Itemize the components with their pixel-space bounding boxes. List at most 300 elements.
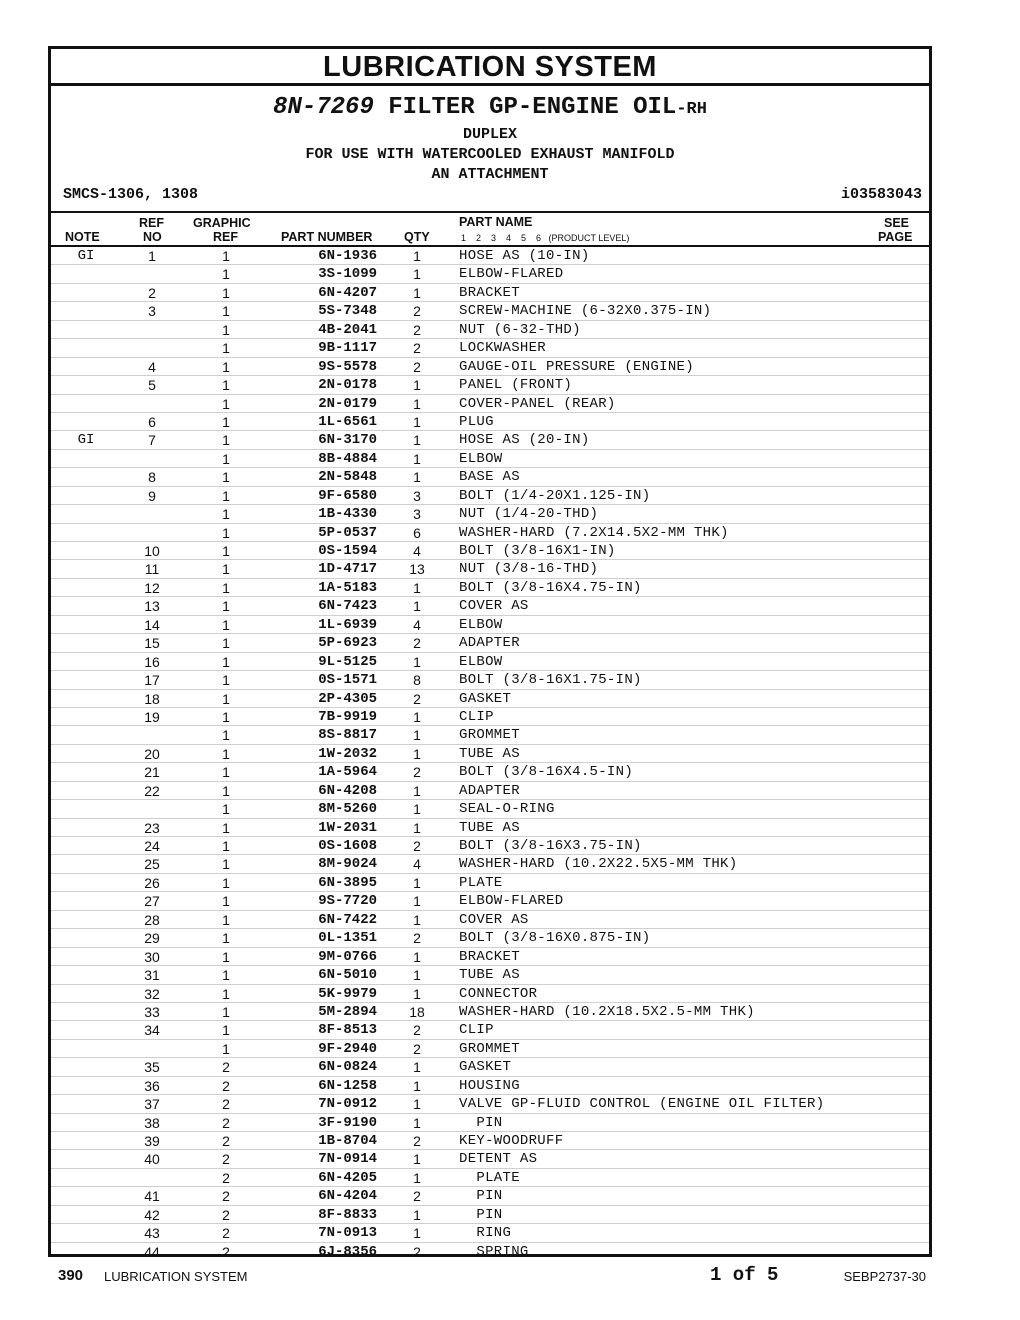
ref-no-cell: 36 <box>144 1077 160 1094</box>
part-name-cell: GASKET <box>459 1059 512 1076</box>
qty-cell: 1 <box>413 1114 421 1131</box>
parts-row <box>51 855 929 873</box>
ref-no-cell: 43 <box>144 1225 160 1242</box>
graphic-ref-cell: 2 <box>222 1188 230 1205</box>
qty-cell: 1 <box>413 745 421 762</box>
part-name-cell: RING <box>459 1225 512 1242</box>
ref-no-cell: 2 <box>148 284 156 301</box>
graphic-ref-cell: 2 <box>222 1133 230 1149</box>
ref-no-cell: 9 <box>148 487 156 504</box>
part-number-cell: 6N-4205 <box>318 1169 377 1186</box>
part-name-cell: BRACKET <box>459 948 520 965</box>
part-number-cell: 6N-5010 <box>318 967 377 984</box>
part-number-cell: 6N-3170 <box>318 432 377 449</box>
qty-cell: 4 <box>413 856 421 873</box>
qty-cell: 2 <box>413 321 421 338</box>
part-name-cell: BOLT (3/8-16X4.5-IN) <box>459 764 634 781</box>
graphic-ref-cell: 2 <box>222 1114 230 1131</box>
ref-no-cell: 7 <box>148 432 156 449</box>
ref-no-cell: 33 <box>144 1003 160 1020</box>
part-name-cell: BOLT (3/8-16X3.75-IN) <box>459 838 642 854</box>
qty-cell: 1 <box>413 248 421 264</box>
ref-no-cell: 20 <box>144 745 160 762</box>
col-ref-bottom: NO <box>143 230 162 244</box>
qty-cell: 18 <box>409 1003 425 1020</box>
part-name-cell: WASHER-HARD (10.2X18.5X2.5-MM THK) <box>459 1003 755 1020</box>
part-number-cell: 0L-1351 <box>318 930 377 947</box>
part-name-cell: NUT (3/8-16-THD) <box>459 561 599 578</box>
parts-row <box>51 1114 929 1132</box>
part-name-cell: ELBOW-FLARED <box>459 893 564 910</box>
group-part-number: 8N-7269 <box>273 94 374 121</box>
parts-row <box>51 1150 929 1168</box>
part-number-cell: 1A-5964 <box>318 764 377 781</box>
part-number-cell: 5M-2894 <box>318 1003 377 1020</box>
ref-no-cell: 8 <box>148 469 156 486</box>
graphic-ref-cell: 1 <box>222 745 230 762</box>
part-number-cell: 9F-2940 <box>318 1040 377 1057</box>
ref-no-cell: 4 <box>148 358 156 375</box>
parts-row <box>51 745 929 763</box>
graphic-ref-cell: 2 <box>222 1077 230 1094</box>
part-name-cell: SCREW-MACHINE (6-32X0.375-IN) <box>459 303 712 320</box>
ref-no-cell: 35 <box>144 1059 160 1076</box>
part-number-cell: 1W-2032 <box>318 745 377 762</box>
parts-row <box>51 431 929 449</box>
qty-cell: 1 <box>413 782 421 799</box>
parts-row <box>51 1040 929 1058</box>
part-name-cell: CLIP <box>459 1022 494 1039</box>
parts-row <box>51 763 929 781</box>
parts-row <box>51 708 929 726</box>
ref-no-cell: 21 <box>144 764 160 781</box>
part-number-cell: 7N-0913 <box>318 1225 377 1242</box>
part-name-cell: ELBOW-FLARED <box>459 266 564 283</box>
graphic-ref-cell: 1 <box>222 248 230 264</box>
graphic-ref-cell: 1 <box>222 598 230 615</box>
graphic-ref-cell: 1 <box>222 1022 230 1039</box>
graphic-ref-cell: 2 <box>222 1096 230 1113</box>
parts-row <box>51 1169 929 1187</box>
part-name-cell: ELBOW <box>459 653 503 670</box>
part-number-cell: 3F-9190 <box>318 1114 377 1131</box>
ref-no-cell: 12 <box>144 579 160 596</box>
qty-cell: 1 <box>413 284 421 301</box>
part-name-cell: COVER AS <box>459 598 529 615</box>
ref-no-cell: 24 <box>144 838 160 854</box>
page-footer <box>0 1262 1020 1292</box>
graphic-ref-cell: 1 <box>222 967 230 984</box>
qty-cell: 1 <box>413 1169 421 1186</box>
col-ref-top: REF <box>139 216 164 230</box>
part-name-cell: ADAPTER <box>459 635 520 652</box>
part-number-cell: 1D-4717 <box>318 561 377 578</box>
part-name-cell: PIN <box>459 1188 503 1205</box>
qty-cell: 1 <box>413 579 421 596</box>
footer-section: LUBRICATION SYSTEM <box>104 1269 248 1284</box>
parts-row <box>51 690 929 708</box>
ref-no-cell: 3 <box>148 303 156 320</box>
graphic-ref-cell: 2 <box>222 1225 230 1242</box>
ref-no-cell: 30 <box>144 948 160 965</box>
parts-row <box>51 1132 929 1150</box>
ref-no-cell: 18 <box>144 690 160 707</box>
graphic-ref-cell: 1 <box>222 1040 230 1057</box>
part-number-cell: 1L-6561 <box>318 413 377 430</box>
graphic-ref-cell: 1 <box>222 413 230 430</box>
graphic-ref-cell: 2 <box>222 1206 230 1223</box>
section-title: LUBRICATION SYSTEM <box>51 49 929 86</box>
qty-cell: 2 <box>413 1022 421 1039</box>
part-number-cell: 4B-2041 <box>318 321 377 338</box>
graphic-ref-cell: 1 <box>222 561 230 578</box>
col-see-top: SEE <box>884 216 910 230</box>
parts-row <box>51 284 929 302</box>
part-number-cell: 6N-4207 <box>318 284 377 301</box>
part-number-cell: 9S-7720 <box>318 893 377 910</box>
ref-no-cell: 34 <box>144 1022 160 1039</box>
parts-row <box>51 616 929 634</box>
part-number-cell: 5P-6923 <box>318 635 377 652</box>
group-subtitle-2: FOR USE WITH WATERCOOLED EXHAUST MANIFOLD <box>305 146 675 163</box>
qty-cell: 1 <box>413 377 421 394</box>
part-number-cell: 6N-1258 <box>318 1077 377 1094</box>
part-name-cell: BRACKET <box>459 284 520 301</box>
part-name-cell: CONNECTOR <box>459 985 538 1002</box>
qty-cell: 1 <box>413 727 421 744</box>
graphic-ref-cell: 1 <box>222 1003 230 1020</box>
parts-row <box>51 1021 929 1039</box>
graphic-ref-cell: 1 <box>222 764 230 781</box>
part-number-cell: 9M-0766 <box>318 948 377 965</box>
parts-row <box>51 524 929 542</box>
parts-row <box>51 1243 929 1261</box>
graphic-ref-cell: 1 <box>222 506 230 523</box>
ref-no-cell: 14 <box>144 616 160 633</box>
qty-cell: 13 <box>409 561 425 578</box>
part-name-cell: TUBE AS <box>459 745 520 762</box>
part-name-cell: PLUG <box>459 413 494 430</box>
col-qty: QTY <box>404 230 430 244</box>
part-name-cell: SPRING <box>459 1243 529 1260</box>
qty-cell: 1 <box>413 432 421 449</box>
ref-no-cell: 39 <box>144 1133 160 1149</box>
ref-no-cell: 5 <box>148 377 156 394</box>
part-name-cell: COVER-PANEL (REAR) <box>459 395 616 412</box>
graphic-ref-cell: 1 <box>222 524 230 541</box>
part-number-cell: 8B-4884 <box>318 450 377 467</box>
part-name-cell: SEAL-O-RING <box>459 801 555 818</box>
ref-no-cell: 41 <box>144 1188 160 1205</box>
parts-row <box>51 560 929 578</box>
ref-no-cell: 29 <box>144 930 160 947</box>
qty-cell: 1 <box>413 1151 421 1168</box>
part-name-cell: NUT (1/4-20-THD) <box>459 506 599 523</box>
graphic-ref-cell: 1 <box>222 358 230 375</box>
part-number-cell: 8M-5260 <box>318 801 377 818</box>
parts-row <box>51 302 929 320</box>
graphic-ref-cell: 1 <box>222 690 230 707</box>
part-number-cell: 0S-1608 <box>318 838 377 854</box>
part-name-cell: PANEL (FRONT) <box>459 377 573 394</box>
part-number-cell: 8F-8833 <box>318 1206 377 1223</box>
graphic-ref-cell: 1 <box>222 672 230 689</box>
part-name-cell: HOUSING <box>459 1077 520 1094</box>
parts-row <box>51 579 929 597</box>
qty-cell: 1 <box>413 395 421 412</box>
qty-cell: 1 <box>413 413 421 430</box>
qty-cell: 2 <box>413 1243 421 1260</box>
part-number-cell: 1L-6939 <box>318 616 377 633</box>
qty-cell: 1 <box>413 653 421 670</box>
graphic-ref-cell: 1 <box>222 930 230 947</box>
part-name-cell: GASKET <box>459 690 512 707</box>
ref-no-cell: 38 <box>144 1114 160 1131</box>
part-number-cell: 8M-9024 <box>318 856 377 873</box>
qty-cell: 2 <box>413 930 421 947</box>
note-cell: GI <box>77 432 95 449</box>
qty-cell: 1 <box>413 1077 421 1094</box>
ref-no-cell: 13 <box>144 598 160 615</box>
qty-cell: 1 <box>413 893 421 910</box>
part-name-cell: WASHER-HARD (10.2X22.5X5-MM THK) <box>459 856 738 873</box>
part-number-cell: 3S-1099 <box>318 266 377 283</box>
part-name-cell: COVER AS <box>459 911 529 928</box>
graphic-ref-cell: 1 <box>222 819 230 836</box>
parts-row <box>51 653 929 671</box>
parts-row <box>51 1003 929 1021</box>
qty-cell: 8 <box>413 672 421 689</box>
ref-no-cell: 19 <box>144 708 160 725</box>
part-number-cell: 1B-8704 <box>318 1133 377 1149</box>
part-number-cell: 8F-8513 <box>318 1022 377 1039</box>
col-part-name: PART NAME <box>459 215 533 229</box>
part-number-cell: 9F-6580 <box>318 487 377 504</box>
graphic-ref-cell: 1 <box>222 874 230 891</box>
part-name-cell: GROMMET <box>459 727 520 744</box>
part-number-cell: 2N-5848 <box>318 469 377 486</box>
part-name-cell: BASE AS <box>459 469 520 486</box>
col-graphic-bottom: REF <box>213 230 238 244</box>
graphic-ref-cell: 1 <box>222 708 230 725</box>
ref-no-cell: 22 <box>144 782 160 799</box>
parts-row <box>51 395 929 413</box>
part-number-cell: 5S-7348 <box>318 303 377 320</box>
col-note: NOTE <box>65 230 100 244</box>
ref-no-cell: 10 <box>144 543 160 559</box>
part-name-cell: ELBOW <box>459 450 503 467</box>
col-product-level: 1 2 3 4 5 6 (PRODUCT LEVEL) <box>461 233 630 243</box>
parts-row <box>51 542 929 560</box>
part-number-cell: 7N-0914 <box>318 1151 377 1168</box>
part-number-cell: 0S-1594 <box>318 543 377 559</box>
part-name-cell: HOSE AS (20-IN) <box>459 432 590 449</box>
part-name-cell: KEY-WOODRUFF <box>459 1133 564 1149</box>
qty-cell: 1 <box>413 985 421 1002</box>
parts-row <box>51 671 929 689</box>
ref-no-cell: 15 <box>144 635 160 652</box>
ref-no-cell: 17 <box>144 672 160 689</box>
group-name: FILTER GP-ENGINE OIL <box>388 94 677 121</box>
parts-row <box>51 413 929 431</box>
parts-row <box>51 634 929 652</box>
parts-row <box>51 966 929 984</box>
part-name-cell: PIN <box>459 1114 503 1131</box>
part-number-cell: 7B-9919 <box>318 708 377 725</box>
ref-no-cell: 27 <box>144 893 160 910</box>
parts-row <box>51 339 929 357</box>
part-name-cell: LOCKWASHER <box>459 340 547 357</box>
qty-cell: 2 <box>413 690 421 707</box>
graphic-ref-cell: 1 <box>222 653 230 670</box>
part-name-cell: BOLT (3/8-16X1-IN) <box>459 543 616 559</box>
part-number-cell: 6N-0824 <box>318 1059 377 1076</box>
part-name-cell: BOLT (3/8-16X1.75-IN) <box>459 672 642 689</box>
part-number-cell: 8S-8817 <box>318 727 377 744</box>
graphic-ref-cell: 1 <box>222 911 230 928</box>
parts-row <box>51 1224 929 1242</box>
graphic-ref-cell: 1 <box>222 266 230 283</box>
part-number-cell: 0S-1571 <box>318 672 377 689</box>
graphic-ref-cell: 1 <box>222 801 230 818</box>
part-name-cell: TUBE AS <box>459 967 520 984</box>
qty-cell: 1 <box>413 801 421 818</box>
parts-row <box>51 358 929 376</box>
qty-cell: 1 <box>413 1096 421 1113</box>
parts-row <box>51 929 929 947</box>
footer-doc-number: SEBP2737-30 <box>843 1269 926 1284</box>
parts-row <box>51 1095 929 1113</box>
part-name-cell: HOSE AS (10-IN) <box>459 248 590 264</box>
ref-no-cell: 31 <box>144 967 160 984</box>
part-name-cell: GROMMET <box>459 1040 520 1057</box>
part-name-cell: NUT (6-32-THD) <box>459 321 581 338</box>
ref-no-cell: 44 <box>144 1243 160 1260</box>
qty-cell: 4 <box>413 543 421 559</box>
graphic-ref-cell: 1 <box>222 856 230 873</box>
graphic-ref-cell: 1 <box>222 395 230 412</box>
qty-cell: 2 <box>413 1188 421 1205</box>
parts-row <box>51 819 929 837</box>
qty-cell: 3 <box>413 487 421 504</box>
part-name-cell: BOLT (1/4-20X1.125-IN) <box>459 487 651 504</box>
graphic-ref-cell: 1 <box>222 782 230 799</box>
part-number-cell: 2N-0179 <box>318 395 377 412</box>
ref-no-cell: 25 <box>144 856 160 873</box>
part-name-cell: TUBE AS <box>459 819 520 836</box>
parts-row <box>51 726 929 744</box>
parts-row <box>51 1058 929 1076</box>
part-name-cell: GAUGE-OIL PRESSURE (ENGINE) <box>459 358 694 375</box>
part-number-cell: 9S-5578 <box>318 358 377 375</box>
col-graphic-top: GRAPHIC <box>193 216 251 230</box>
part-number-cell: 9B-1117 <box>318 340 377 357</box>
qty-cell: 1 <box>413 948 421 965</box>
graphic-ref-cell: 1 <box>222 635 230 652</box>
ref-no-cell: 11 <box>144 561 160 578</box>
group-header <box>51 86 929 213</box>
graphic-ref-cell: 2 <box>222 1169 230 1186</box>
qty-cell: 1 <box>413 598 421 615</box>
graphic-ref-cell: 1 <box>222 893 230 910</box>
qty-cell: 4 <box>413 616 421 633</box>
qty-cell: 2 <box>413 838 421 854</box>
part-number-cell: 1W-2031 <box>318 819 377 836</box>
parts-row <box>51 321 929 339</box>
footer-page-of: 1 of 5 <box>710 1264 779 1286</box>
group-title <box>51 86 929 125</box>
part-name-cell: BOLT (3/8-16X0.875-IN) <box>459 930 651 947</box>
graphic-ref-cell: 1 <box>222 487 230 504</box>
graphic-ref-cell: 2 <box>222 1243 230 1260</box>
column-headers <box>51 213 929 247</box>
part-name-cell: ADAPTER <box>459 782 520 799</box>
qty-cell: 1 <box>413 266 421 283</box>
part-name-cell: ELBOW <box>459 616 503 633</box>
ref-no-cell: 42 <box>144 1206 160 1223</box>
group-subtitle-1: DUPLEX <box>462 126 517 143</box>
part-number-cell: 9L-5125 <box>318 653 377 670</box>
col-part-number: PART NUMBER <box>281 230 373 244</box>
graphic-ref-cell: 1 <box>222 838 230 854</box>
qty-cell: 6 <box>413 524 421 541</box>
part-number-cell: 6N-7422 <box>318 911 377 928</box>
graphic-ref-cell: 1 <box>222 616 230 633</box>
qty-cell: 1 <box>413 967 421 984</box>
ref-no-cell: 16 <box>144 653 160 670</box>
graphic-ref-cell: 1 <box>222 948 230 965</box>
graphic-ref-cell: 2 <box>222 1151 230 1168</box>
graphic-ref-cell: 1 <box>222 303 230 320</box>
graphic-ref-cell: 2 <box>222 1059 230 1076</box>
qty-cell: 1 <box>413 469 421 486</box>
qty-cell: 3 <box>413 506 421 523</box>
illustration-id: i03583043 <box>840 186 922 203</box>
parts-row <box>51 985 929 1003</box>
graphic-ref-cell: 1 <box>222 469 230 486</box>
col-see-bottom: PAGE <box>878 230 913 244</box>
part-number-cell: 5K-9979 <box>318 985 377 1002</box>
part-name-cell: WASHER-HARD (7.2X14.5X2-MM THK) <box>459 524 729 541</box>
part-number-cell: 7N-0912 <box>318 1096 377 1113</box>
graphic-ref-cell: 1 <box>222 579 230 596</box>
footer-page-number: 390 <box>58 1267 84 1284</box>
parts-row <box>51 1077 929 1095</box>
ref-no-cell: 32 <box>144 985 160 1002</box>
ref-no-cell: 40 <box>144 1151 160 1168</box>
part-number-cell: 1B-4330 <box>318 506 377 523</box>
qty-cell: 2 <box>413 1040 421 1057</box>
parts-row <box>51 874 929 892</box>
graphic-ref-cell: 1 <box>222 450 230 467</box>
part-number-cell: 2N-0178 <box>318 377 377 394</box>
qty-cell: 1 <box>413 911 421 928</box>
parts-list <box>51 247 929 1261</box>
part-name-cell: PIN <box>459 1206 503 1223</box>
graphic-ref-cell: 1 <box>222 727 230 744</box>
qty-cell: 2 <box>413 303 421 320</box>
parts-row <box>51 782 929 800</box>
parts-page-frame <box>48 46 932 1260</box>
qty-cell: 1 <box>413 874 421 891</box>
graphic-ref-cell: 1 <box>222 284 230 301</box>
parts-row <box>51 450 929 468</box>
parts-row <box>51 911 929 929</box>
qty-cell: 2 <box>413 764 421 781</box>
parts-row <box>51 247 929 265</box>
part-name-cell: BOLT (3/8-16X4.75-IN) <box>459 579 642 596</box>
parts-row <box>51 1206 929 1224</box>
